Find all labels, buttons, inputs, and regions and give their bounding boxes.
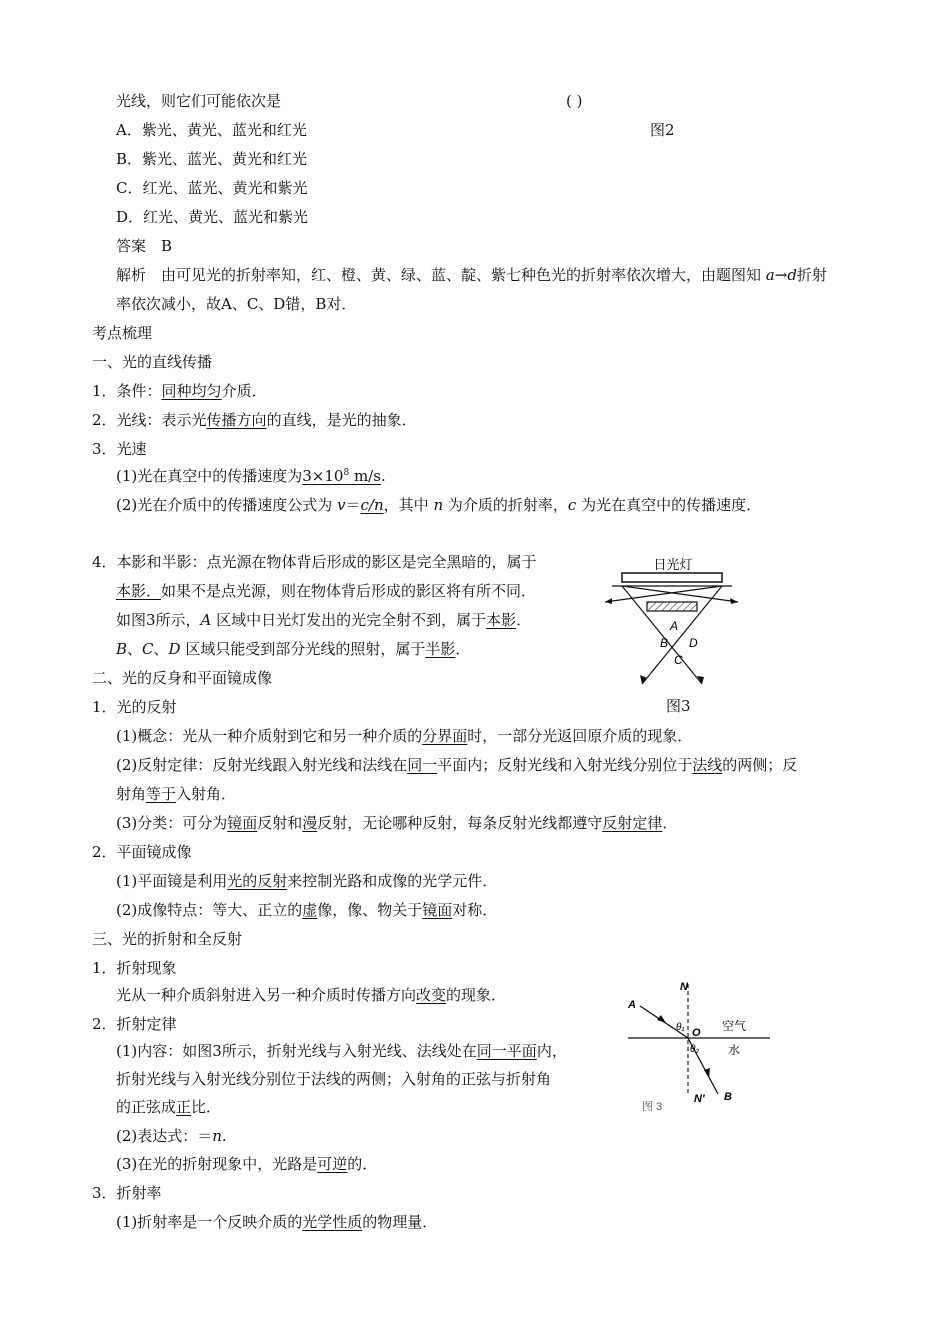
s1-item-4-line-1: 4．本影和半影：点光源在物体背后形成的影区是完全黑暗的，属于: [92, 553, 537, 571]
question-line: 光线，则它们可能依次是: [116, 92, 282, 110]
option-c: C．红光、蓝光、黄光和紫光: [116, 179, 308, 197]
point-a-label: A: [628, 999, 636, 1011]
s1-item-3a: (1)光在真空中的传播速度为$3\times 10^8$ m/s.: [116, 467, 386, 485]
s3-item-1: 1．折射现象: [92, 959, 177, 977]
s3-item-2a-cont-2: 的正弦成正比．: [116, 1098, 222, 1116]
option-d: D．红光、黄光、蓝光和紫光: [116, 208, 309, 226]
point-b-label: B: [724, 1091, 732, 1103]
theta2-label: θ₂: [690, 1044, 700, 1055]
s2-item-1b: (2)反射定律：反射光线跟入射光线和法线在同一平面内；反射光线和入射光线分别位于法线的两侧；反: [116, 756, 798, 774]
normal-label-n: N: [680, 981, 688, 993]
refraction-diagram: [620, 978, 780, 1118]
figure-2-caption: 图2: [650, 121, 675, 139]
obstacle: [647, 602, 697, 611]
region-c-label: C: [674, 653, 683, 667]
air-label: 空气: [722, 1019, 747, 1033]
section-2-title: 二、光的反身和平面镜成像: [92, 669, 273, 687]
section-1-title: 一、光的直线传播: [92, 353, 213, 371]
option-b: B．紫光、蓝光、黄光和红光: [116, 150, 308, 168]
s3-item-2a: (1)内容：如图3所示，折射光线与入射光线、法线处在同一平面内，: [116, 1042, 567, 1060]
region-d-label: D: [689, 636, 698, 650]
figure-3-caption: 图3: [666, 697, 691, 715]
s1-item-3b: (2)光在介质中的传播速度公式为 v＝c/n，其中 n 为介质的折射率，c 为光在真空中的传播速度．: [116, 496, 762, 514]
fluorescent-lamp-shadow-diagram: [600, 552, 740, 692]
s3-item-2a-cont: 折射光线与入射光线分别位于法线的两侧；入射角的正弦与折射角: [116, 1070, 552, 1088]
s3-item-2: 2．折射定律: [92, 1015, 177, 1033]
s3-item-3: 3．折射率: [92, 1184, 162, 1202]
s1-item-4-line-3: 如图3所示，A 区域中日光灯发出的光完全射不到，属于本影．: [116, 611, 532, 629]
normal-label-n-prime: N′: [694, 1093, 705, 1105]
s2-item-2b: (2)成像特点：等大、正立的虚像，像、物关于镜面对称．: [116, 901, 498, 919]
light-ray: [642, 586, 722, 684]
s1-item-4-line-2: 本影．如果不是点光源，则在物体背后形成的影区将有所不同．: [116, 582, 537, 600]
s1-item-3: 3．光速: [92, 440, 147, 458]
region-b-label: B: [660, 636, 669, 650]
light-ray: [622, 586, 702, 684]
s2-item-2: 2．平面镜成像: [92, 843, 192, 861]
s2-item-2a: (1)平面镜是利用光的反射来控制光路和成像的光学元件．: [116, 872, 498, 890]
s3-item-1a: 光从一种介质斜射进入另一种介质时传播方向改变的现象．: [116, 986, 507, 1004]
s2-item-1: 1．光的反射: [92, 698, 177, 716]
s1-item-4-line-4: B、C、D 区域只能受到部分光线的照射，属于半影．: [116, 640, 471, 658]
lamp-label: 日光灯: [653, 557, 693, 572]
section-3-title: 三、光的折射和全反射: [92, 930, 243, 948]
analysis-line-2: 率依次减小，故A、C、D错，B对．: [116, 295, 357, 313]
section-heading-review: 考点梳理: [92, 324, 153, 342]
theta1-label: θ₁: [676, 1022, 685, 1033]
s3-item-2c: (3)在光的折射现象中，光路是可逆的．: [116, 1155, 378, 1173]
lamp-tube: [622, 573, 722, 582]
figure-caption-partial: 图 3: [642, 1101, 663, 1113]
analysis-line-1: 解析 由可见光的折射率知，红、橙、黄、绿、蓝、靛、紫七种色光的折射率依次增大，由题图知 a→d折射: [116, 266, 827, 284]
s1-item-2: 2．光线：表示光传播方向的直线，是光的抽象．: [92, 411, 417, 429]
water-label: 水: [728, 1043, 741, 1057]
s1-item-1: 1．条件：同种均匀介质．: [92, 382, 267, 400]
answer-line: 答案 B: [116, 237, 173, 255]
s2-item-1b-cont: 射角等于入射角．: [116, 785, 237, 803]
s2-item-1c: (3)分类：可分为镜面反射和漫反射，无论哪种反射，每条反射光线都遵守反射定律．: [116, 814, 678, 832]
s2-item-1a: (1)概念：光从一种介质射到它和另一种介质的分界面时，一部分光返回原介质的现象．: [116, 727, 693, 745]
s3-item-3a: (1)折射率是一个反映介质的光学性质的物理量．: [116, 1213, 438, 1231]
light-ray: [605, 586, 722, 602]
point-o-label: O: [692, 1027, 701, 1039]
answer-bracket: ( ): [566, 92, 583, 110]
region-a-label: A: [670, 619, 679, 633]
option-a: A．紫光、黄光、蓝光和红光: [116, 121, 307, 139]
s3-item-2b: (2)表达式：＝n.: [116, 1127, 227, 1145]
